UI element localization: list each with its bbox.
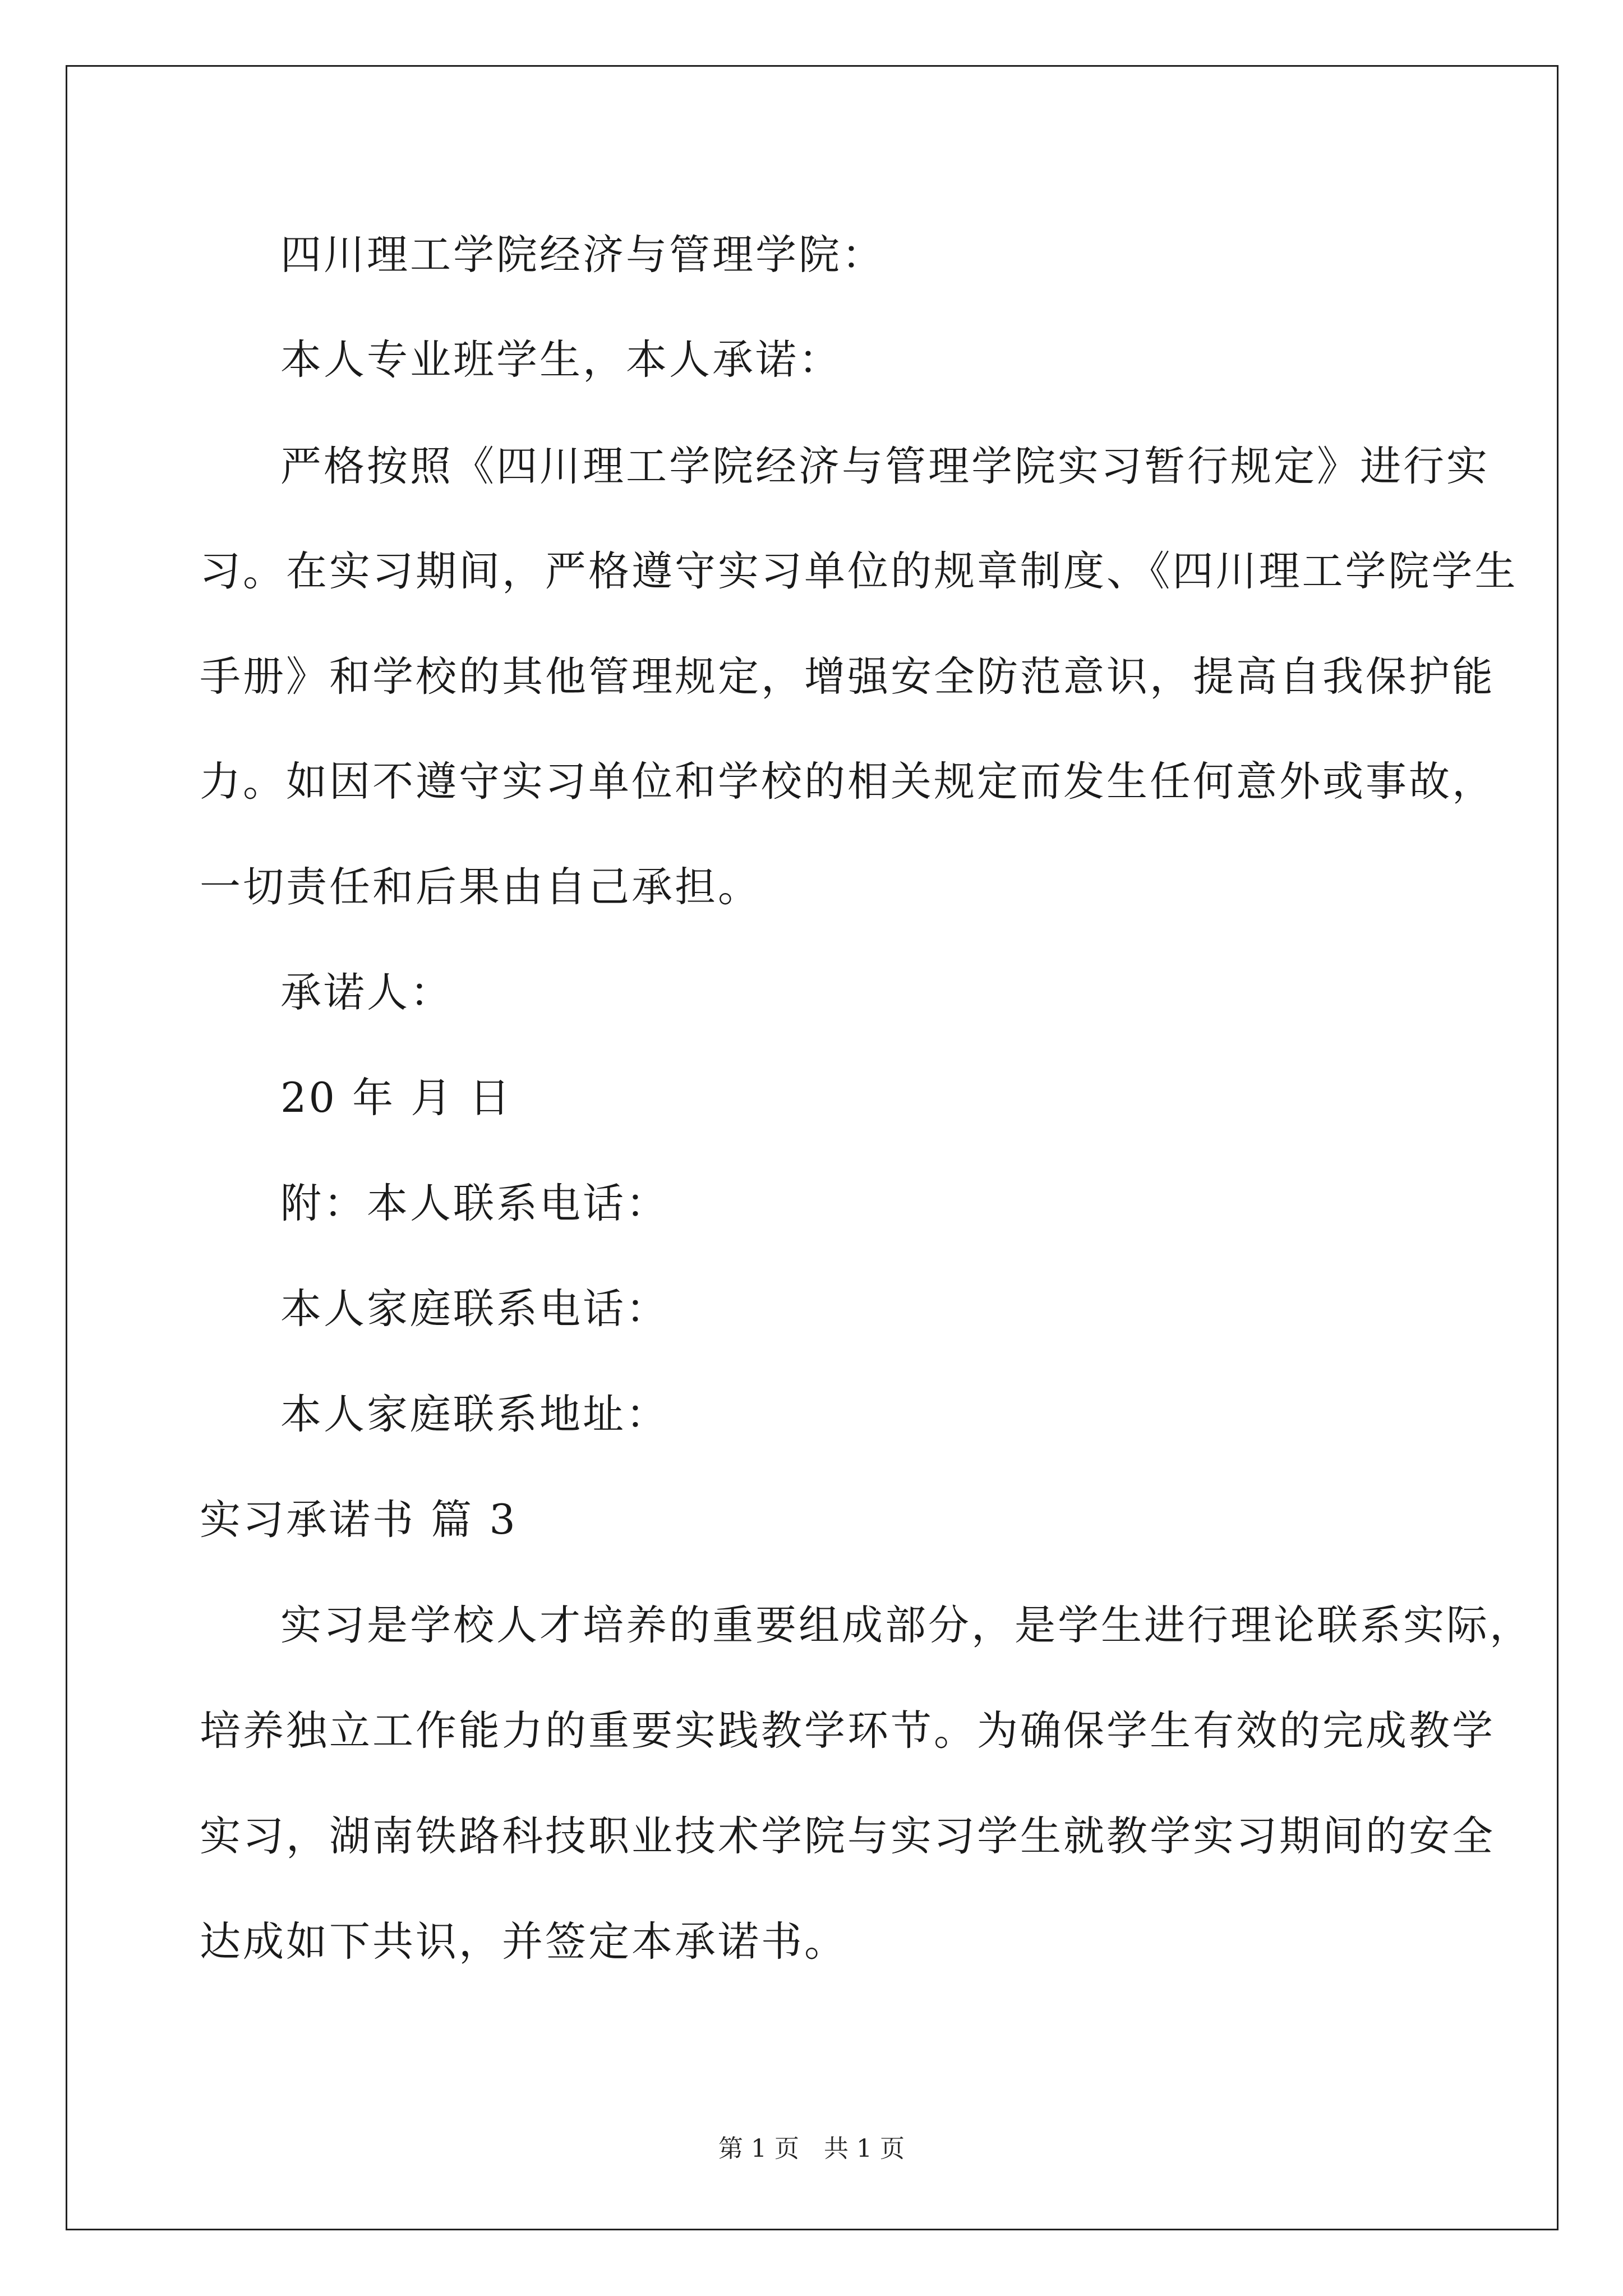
paragraph-line: 力。如因不遵守实习单位和学校的相关规定而发生任何意外或事故， [200,758,1495,806]
paragraph-line: 培养独立工作能力的重要实践教学环节。为确保学生有效的完成教学 [200,1707,1495,1755]
paragraph-line: 习。在实习期间，严格遵守实习单位的规章制度、《四川理工学院学生 [200,547,1518,595]
family-address-line: 本人家庭联系地址： [280,1391,669,1438]
paragraph-line: 实习，湖南铁路科技职业技术学院与实习学生就教学实习期间的安全 [200,1812,1495,1860]
phone-line: 附：本人联系电话： [280,1180,669,1227]
paragraph-line: 一切责任和后果由自己承担。 [200,863,761,911]
paragraph-line: 手册》和学校的其他管理规定，增强安全防范意识，提高自我保护能 [200,653,1495,701]
signer-line: 承诺人： [280,969,453,1016]
paragraph-line: 严格按照《四川理工学院经济与管理学院实习暂行规定》进行实 [280,443,1490,490]
page-number-footer: 第 1 页 共 1 页 [718,2134,905,2163]
family-phone-line: 本人家庭联系电话： [280,1285,669,1333]
date-line: 20 年 月 日 [280,1074,513,1122]
paragraph-line: 达成如下共识，并签定本承诺书。 [200,1918,847,1966]
paragraph-line: 实习是学校人才培养的重要组成部分，是学生进行理论联系实际， [280,1602,1533,1649]
section-heading: 实习承诺书 篇 3 [200,1496,518,1544]
intro-line: 本人专业班学生，本人承诺： [280,336,842,384]
page-border [66,65,1559,2230]
addressee-line: 四川理工学院经济与管理学院： [280,231,885,279]
